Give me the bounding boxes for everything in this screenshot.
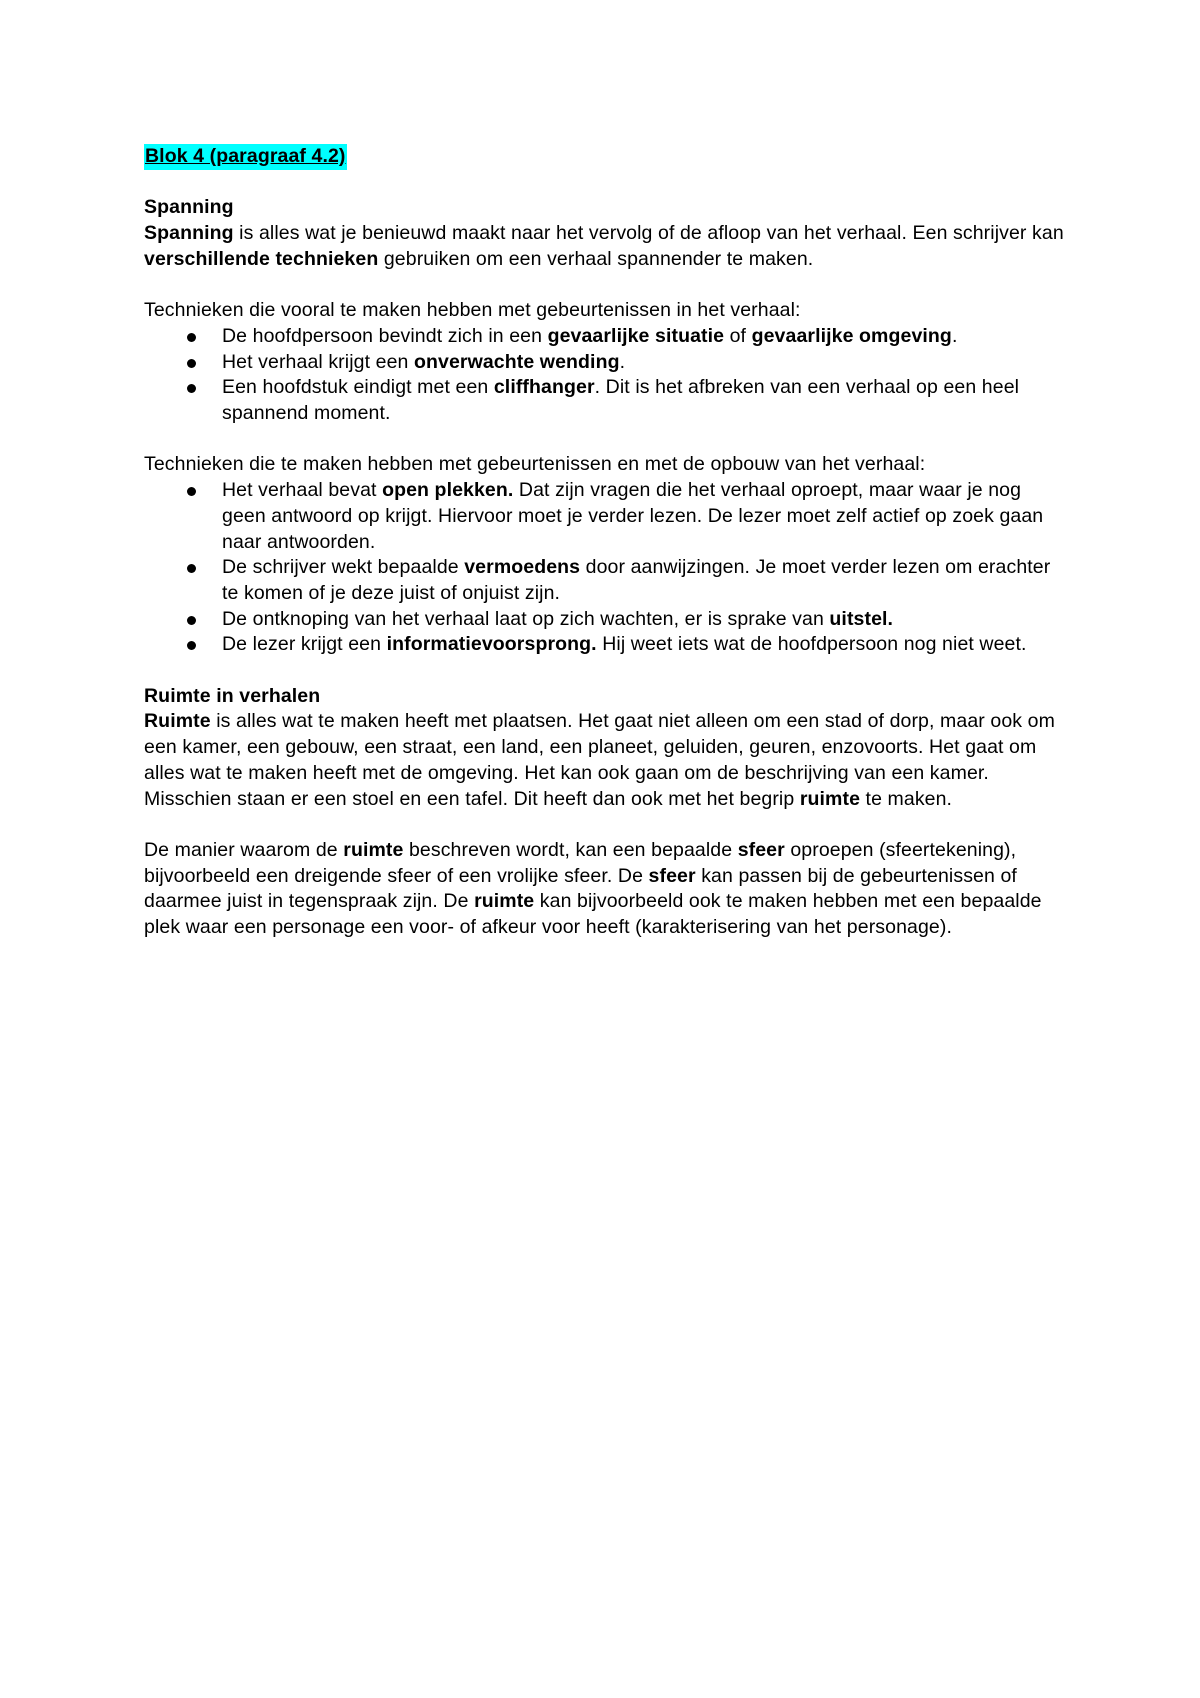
document-title: Blok 4 (paragraaf 4.2) bbox=[144, 144, 347, 170]
section-heading-ruimte: Ruimte in verhalen bbox=[144, 684, 321, 707]
list-item-text: De lezer krijgt een bbox=[222, 633, 387, 656]
bold-term: Ruimte bbox=[144, 710, 211, 733]
list-item-text: . bbox=[951, 324, 958, 347]
title-line bbox=[144, 144, 1064, 170]
list-item-text: . Dit is het afbreken van een verhaal op een heel spannend moment. bbox=[222, 376, 1020, 424]
list-item bbox=[144, 350, 1064, 376]
spacer bbox=[144, 427, 1064, 453]
paragraph-text: is alles wat je benieuwd maakt naar het vervolg of de afloop van het verhaal. Een schrijver kan bbox=[233, 222, 1064, 245]
bold-term: ruimte bbox=[799, 787, 861, 810]
list-item-text: Het verhaal bevat bbox=[222, 479, 383, 502]
bullet-icon bbox=[187, 564, 196, 573]
spacer bbox=[144, 273, 1064, 299]
paragraph-text: kan passen bij de gebeurtenissen of daarmee juist in tegenspraak zijn. De bbox=[144, 864, 1017, 913]
bold-term: informatievoorsprong. bbox=[386, 633, 597, 656]
bold-term: uitstel. bbox=[829, 607, 894, 630]
list-item-text: Hij weet iets wat de hoofdpersoon nog niet weet. bbox=[596, 633, 1027, 656]
bold-term: cliffhanger bbox=[493, 376, 595, 399]
bold-term: gevaarlijke situatie bbox=[547, 324, 725, 347]
bold-term: ruimte bbox=[474, 890, 535, 913]
list-item-text: De ontknoping van het verhaal laat op zich wachten, er is sprake van bbox=[222, 607, 830, 630]
bold-term: vermoedens bbox=[464, 556, 581, 579]
bullet-icon bbox=[187, 487, 196, 496]
spacer bbox=[144, 170, 1064, 196]
bold-term: sfeer bbox=[737, 838, 785, 861]
paragraph-text: gebruiken om een verhaal spannender te maken. bbox=[378, 247, 814, 270]
paragraph-text: De manier waarom de bbox=[144, 838, 344, 861]
list-lead-structure: Technieken die te maken hebben met gebeurtenissen en met de opbouw van het verhaal: bbox=[144, 453, 926, 476]
list-item bbox=[144, 324, 1064, 350]
list-item-text: of bbox=[724, 324, 752, 347]
bullet-icon bbox=[187, 359, 196, 368]
list-item bbox=[144, 478, 1064, 555]
bold-term: ruimte bbox=[343, 838, 404, 861]
bold-term: verschillende technieken bbox=[144, 247, 379, 270]
list-item bbox=[144, 607, 1064, 633]
list-item-text: Dat zijn vragen die het verhaal oproept, maar waar je nog geen antwoord op krijgt. Hiervoor moet je verder lezen. De lezer moet zelf actief op zoek gaan naar antwoorden. bbox=[222, 479, 1044, 553]
bold-term: gevaarlijke omgeving bbox=[751, 324, 952, 347]
bullet-list-structure bbox=[144, 478, 1064, 658]
section-heading-spanning: Spanning bbox=[144, 196, 234, 219]
list-item-text: Het verhaal krijgt een bbox=[222, 350, 414, 373]
bullet-icon bbox=[187, 384, 196, 393]
list-item bbox=[144, 632, 1064, 658]
bold-term: open plekken. bbox=[382, 479, 514, 502]
bullet-icon bbox=[187, 616, 196, 625]
spanning-intro-paragraph bbox=[144, 221, 1064, 272]
bullet-icon bbox=[187, 641, 196, 650]
list-item-text: De hoofdpersoon bevindt zich in een bbox=[222, 324, 548, 347]
bullet-list-events bbox=[144, 324, 1064, 427]
bullet-icon bbox=[187, 333, 196, 342]
spacer bbox=[144, 812, 1064, 838]
ruimte-paragraph-1 bbox=[144, 709, 1064, 812]
list-item bbox=[144, 375, 1064, 426]
ruimte-paragraph-2 bbox=[144, 838, 1064, 941]
list-item-text: Een hoofdstuk eindigt met een bbox=[222, 376, 494, 399]
list-item bbox=[144, 555, 1064, 606]
bold-term: onverwachte wending bbox=[413, 350, 620, 373]
paragraph-text: beschreven wordt, kan een bepaalde bbox=[403, 838, 738, 861]
list-item-text: De schrijver wekt bepaalde bbox=[222, 556, 465, 579]
bold-term: sfeer bbox=[648, 864, 696, 887]
list-item-text: door aanwijzingen. Je moet verder lezen om erachter te komen of je deze juist of onjuist zijn. bbox=[222, 556, 1051, 604]
bold-term: Spanning bbox=[144, 222, 234, 245]
paragraph-text: kan bijvoorbeeld ook te maken hebben met een bepaalde plek waar een personage een voor- of afkeur voor heeft (karakterisering van het personage). bbox=[144, 890, 1042, 939]
spacer bbox=[144, 658, 1064, 684]
paragraph-text: oproepen (sfeertekening), bijvoorbeeld een dreigende sfeer of een vrolijke sfeer. De bbox=[144, 838, 1017, 887]
list-lead-events: Technieken die vooral te maken hebben met gebeurtenissen in het verhaal: bbox=[144, 299, 801, 322]
list-item-text: . bbox=[619, 350, 626, 373]
document-content bbox=[144, 144, 1064, 941]
paragraph-text: te maken. bbox=[860, 787, 953, 810]
paragraph-text: is alles wat te maken heeft met plaatsen. Het gaat niet alleen om een stad of dorp, maar ook om een kamer, een gebouw, een straat, een land, een planeet, geluiden, geuren, enzovoorts. Het gaat om alles wat te maken heeft met de omgeving. Het kan ook gaan om de beschrijving van een kamer. Misschien staan er een stoel en een tafel. Dit heeft dan ook met het begrip bbox=[144, 710, 1055, 810]
